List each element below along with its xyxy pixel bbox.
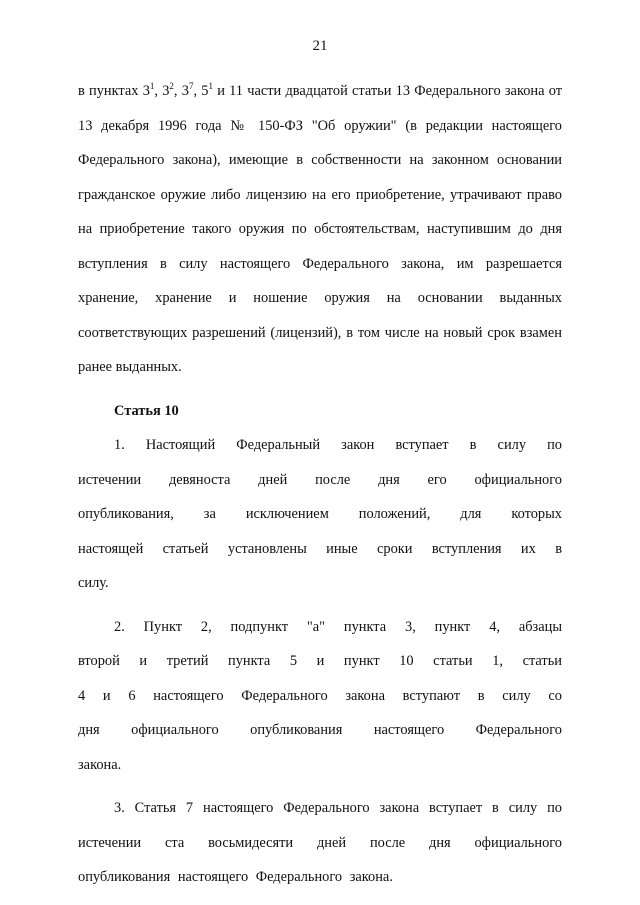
paragraph-text-rest: от 13 декабря 1996 года № 150-ФЗ "Об оружии" (в редакции настоящего Федерального закона), имеющие в собственности на законном основании гражданское оружие либо лицензию на его приобретение, утрачивают право на приобретение такого оружия по обстоятельствам, наступившим до дня вступления в силу настоящего Федерального закона, им разрешается хранение, хранение и ношение оружия на основании выданных соответствующих разрешений (лицензий), в том числе на новый срок взамен ранее выданных.: [78, 83, 563, 375]
paragraph-text-separator: , 3: [154, 83, 170, 99]
page-number: 21: [312, 38, 328, 54]
paragraph-text-separator: , 5: [193, 83, 209, 99]
superscript: 7: [188, 81, 194, 91]
paragraph-continuation: [78, 74, 562, 385]
superscript: 2: [169, 81, 174, 91]
article-heading: Статья 10: [114, 402, 179, 419]
document-body: [78, 74, 562, 895]
clause-2: 2. Пункт 2, подпункт "а" пункта 3, пункт 4, абзацы второй и третий пункта 5 и пункт 10 статьи 1, статьи 4 и 6 настоящего Федерального закона вступают в силу со дня официального опубликования настоящего Федерального закона.: [78, 618, 562, 773]
superscript: 1: [149, 81, 155, 91]
paragraph-text-start: в пунктах 3: [78, 83, 150, 99]
paragraph-text-separator: , 3: [173, 83, 189, 99]
paragraph-text-end: и 11 части двадцатой статьи 13 Федерального закона: [212, 83, 545, 99]
clause-1: 1. Настоящий Федеральный закон вступает в силу по истечении девяноста дней после дня его официального опубликования, за исключением положений, для которых настоящей статьей установлены иные сроки вступления их в силу.: [78, 437, 562, 591]
superscript: 1: [208, 81, 213, 91]
clause-3: 3. Статья 7 настоящего Федерального закона вступает в силу по истечении ста восьмидесяти дней после дня официального опубликования настоящего Федерального закона.: [78, 800, 562, 885]
